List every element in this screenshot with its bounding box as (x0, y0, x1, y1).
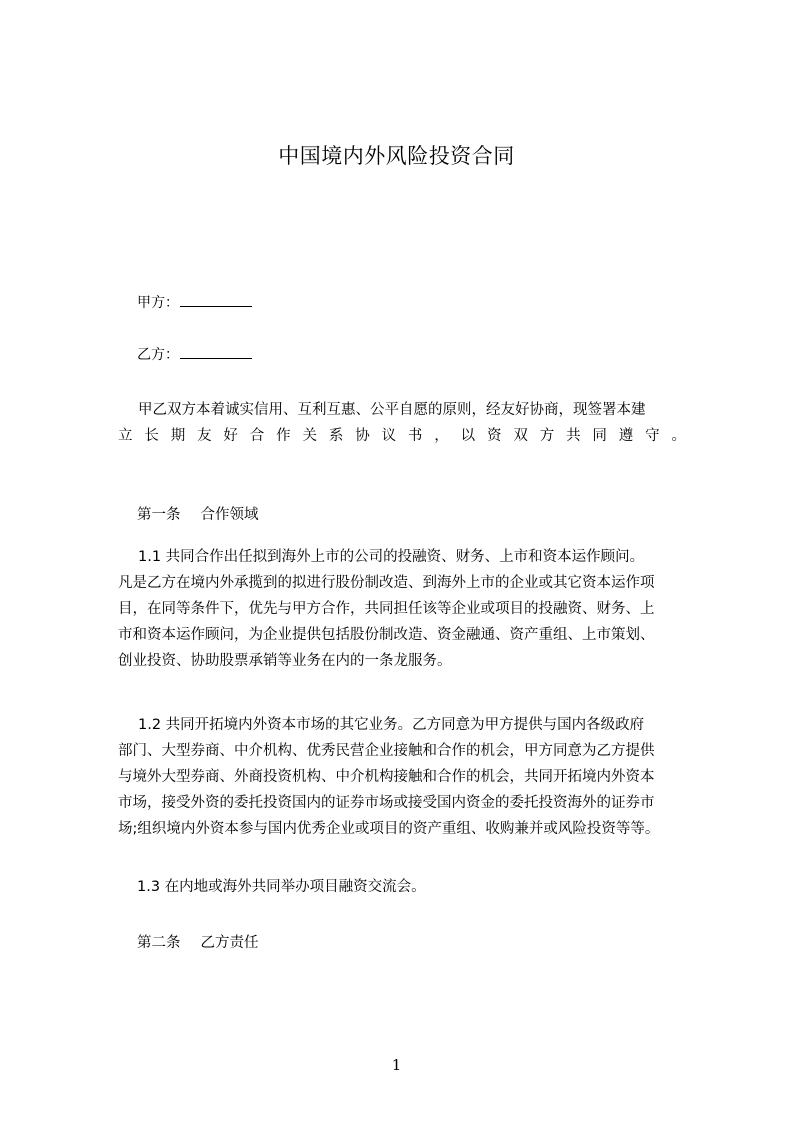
clause-1-2-paragraph (118, 712, 686, 842)
article-2-number: 第二条 (137, 935, 181, 951)
clause-1-2-line: 市场，接受外资的委托投资国内的证券市场或接受国内资金的委托投资海外的证券市 (118, 795, 655, 811)
article-2-heading (137, 933, 259, 953)
clause-1-2-line: 部门、大型券商、中介机构、优秀民营企业接触和合作的机会，甲方同意为乙方提供 (118, 743, 655, 759)
party-a-line (137, 292, 252, 313)
party-a-label: 甲方： (137, 295, 179, 311)
article-1-number: 第一条 (137, 507, 181, 523)
clause-1-1-line: 创业投资、协助股票承销等业务在内的一条龙服务。 (118, 653, 452, 669)
document-title: 中国境内外风险投资合同 (278, 144, 515, 168)
party-b-label: 乙方： (137, 347, 179, 363)
clause-1-2-line: 与境外大型券商、外商投资机构、中介机构接触和合作的机会，共同开拓境内外资本 (118, 769, 655, 785)
preamble-line-2: 立长期友好合作关系协议书，以资双方共同遵守。 (118, 428, 686, 444)
party-b-line (137, 344, 252, 365)
article-2-title: 乙方责任 (200, 935, 259, 951)
clause-1-2-line: 1.2 共同开拓境内外资本市场的其它业务。乙方同意为甲方提供与国内各级政府 (138, 717, 645, 733)
clause-1-1-line: 1.1 共同合作出任拟到海外上市的公司的投融资、财务、上市和资本运作顾问。 (138, 549, 645, 565)
clause-1-1-line: 市和资本运作顾问，为企业提供包括股份制改造、资金融通、资产重组、上市策划、 (118, 627, 655, 643)
article-1-title: 合作领域 (200, 507, 259, 523)
clause-1-1-paragraph (118, 544, 686, 674)
clause-1-1-line: 目，在同等条件下，优先与甲方合作，共同担任该等企业或项目的投融资、财务、上 (118, 601, 655, 617)
preamble-paragraph (118, 397, 686, 449)
clause-1-3: 1.3 在内地或海外共同举办项目融资交流会。 (137, 879, 426, 895)
clause-1-1-line: 凡是乙方在境内外承揽到的拟进行股份制改造、到海外上市的企业或其它资本运作项 (118, 575, 655, 591)
party-b-blank (180, 344, 252, 359)
page-number: 1 (391, 1056, 402, 1074)
article-1-heading (137, 505, 259, 525)
preamble-line-1: 甲乙双方本着诚实信用、互利互惠、公平自愿的原则，经友好协商，现签署本建 (138, 402, 646, 418)
clause-1-2-line: 场;组织境内外资本参与国内优秀企业或项目的资产重组、收购兼并或风险投资等等。 (118, 821, 660, 837)
party-a-blank (180, 292, 252, 307)
